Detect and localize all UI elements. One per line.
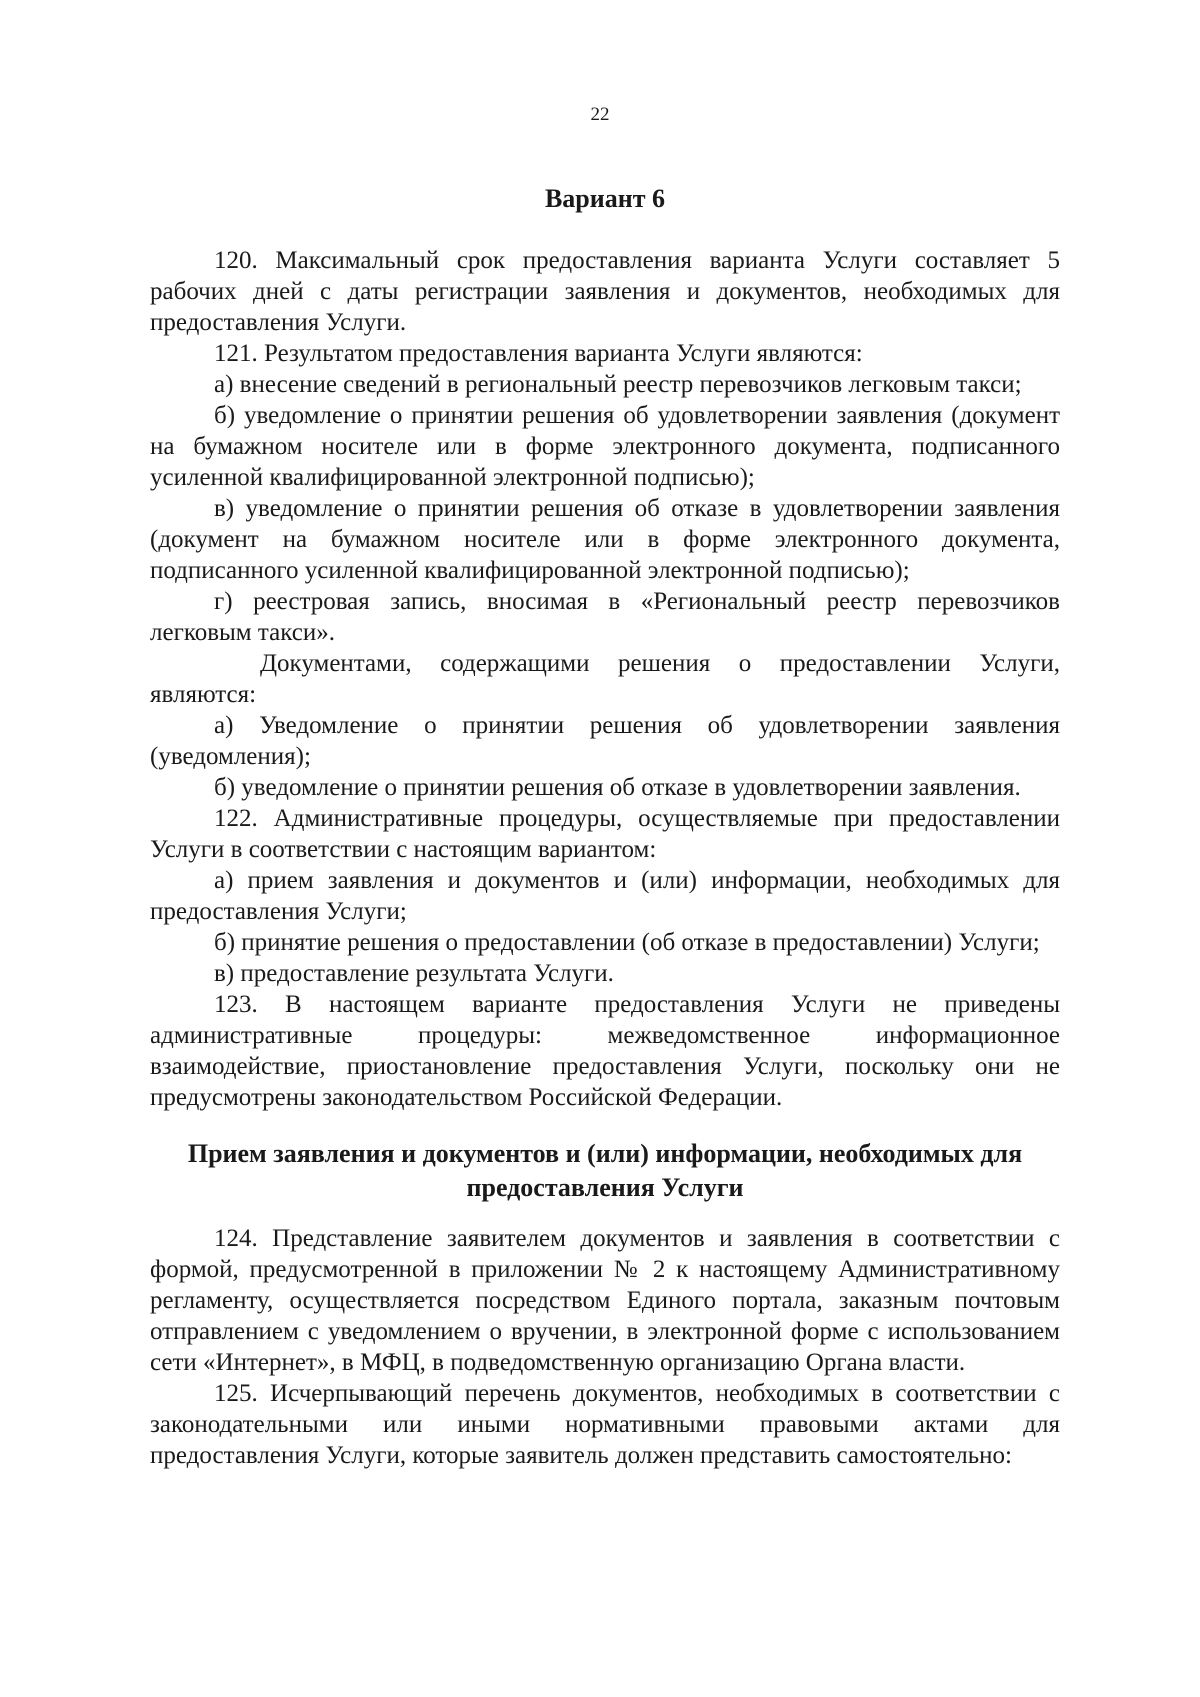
paragraph-decision-documents: Документами, содержащими решения о предоставлении Услуги, являются:: [150, 650, 1060, 708]
paragraph-123: 123. В настоящем варианте предоставления Услуги не приведены административные процедуры: межведомственное информационное взаимодействие, приостановление предоставления Услуги, поскольку они не предусмотрены законодательством Российской Федерации.: [150, 991, 1060, 1111]
list-item-121-b: б) уведомление о принятии решения об удовлетворении заявления (документ на бумажном носителе или в форме электронного документа, подписанного усиленной квалифицированной электронной подписью);: [150, 402, 1060, 491]
paragraph-120: 120. Максимальный срок предоставления варианта Услуги составляет 5 рабочих дней с даты регистрации заявления и документов, необходимых для предоставления Услуги.: [150, 247, 1060, 336]
list-item-122-a: а) прием заявления и документов и (или) информации, необходимых для предоставления Услуги;: [150, 867, 1060, 925]
list-item-121-a: а) внесение сведений в региональный реестр перевозчиков легковым такси;: [214, 371, 1022, 398]
list-item-121-g: г) реестровая запись, вносимая в «Региональный реестр перевозчиков легковым такси».: [150, 588, 1060, 646]
list-item-121-v: в) уведомление о принятии решения об отказе в удовлетворении заявления (документ на бумажном носителе или в форме электронного документа, подписанного усиленной квалифицированной электронной подписью);: [150, 495, 1060, 584]
paragraph-122: 122. Административные процедуры, осуществляемые при предоставлении Услуги в соответствии с настоящим вариантом:: [150, 805, 1060, 863]
page-number: 22: [590, 104, 610, 125]
paragraph-125: 125. Исчерпывающий перечень документов, необходимых в соответствии с законодательными или иными нормативными правовыми актами для предоставления Услуги, которые заявитель должен представить самостоятельно:: [150, 1380, 1060, 1469]
section2-heading: [150, 1137, 1060, 1205]
section2-heading-line1: Прием заявления и документов и (или) информации, необходимых для: [187, 1139, 1023, 1168]
list-item-decision-a: а) Уведомление о принятии решения об удовлетворении заявления (уведомления);: [150, 712, 1060, 770]
section2-body: [150, 1223, 1060, 1471]
list-item-decision-b: б) уведомление о принятии решения об отказе в удовлетворении заявления.: [214, 774, 1021, 801]
list-item-122-b: б) принятие решения о предоставлении (об отказе в предоставлении) Услуги;: [214, 929, 1040, 956]
paragraph-124: 124. Представление заявителем документов и заявления в соответствии с формой, предусмотренной в приложении № 2 к настоящему Административному регламенту, осуществляется посредством Единого портала, заказным почтовым отправлением с уведомлением о вручении, в электронной форме с использованием сети «Интернет», в МФЦ, в подведомственную организацию Органа власти.: [150, 1225, 1060, 1376]
paragraph-121: 121. Результатом предоставления варианта Услуги являются:: [214, 340, 863, 367]
section2-heading-line2: предоставления Услуги: [466, 1173, 744, 1202]
list-item-122-v: в) предоставление результата Услуги.: [214, 960, 614, 987]
variant-heading: Вариант 6: [544, 184, 666, 213]
section1-body: [150, 245, 1060, 1113]
